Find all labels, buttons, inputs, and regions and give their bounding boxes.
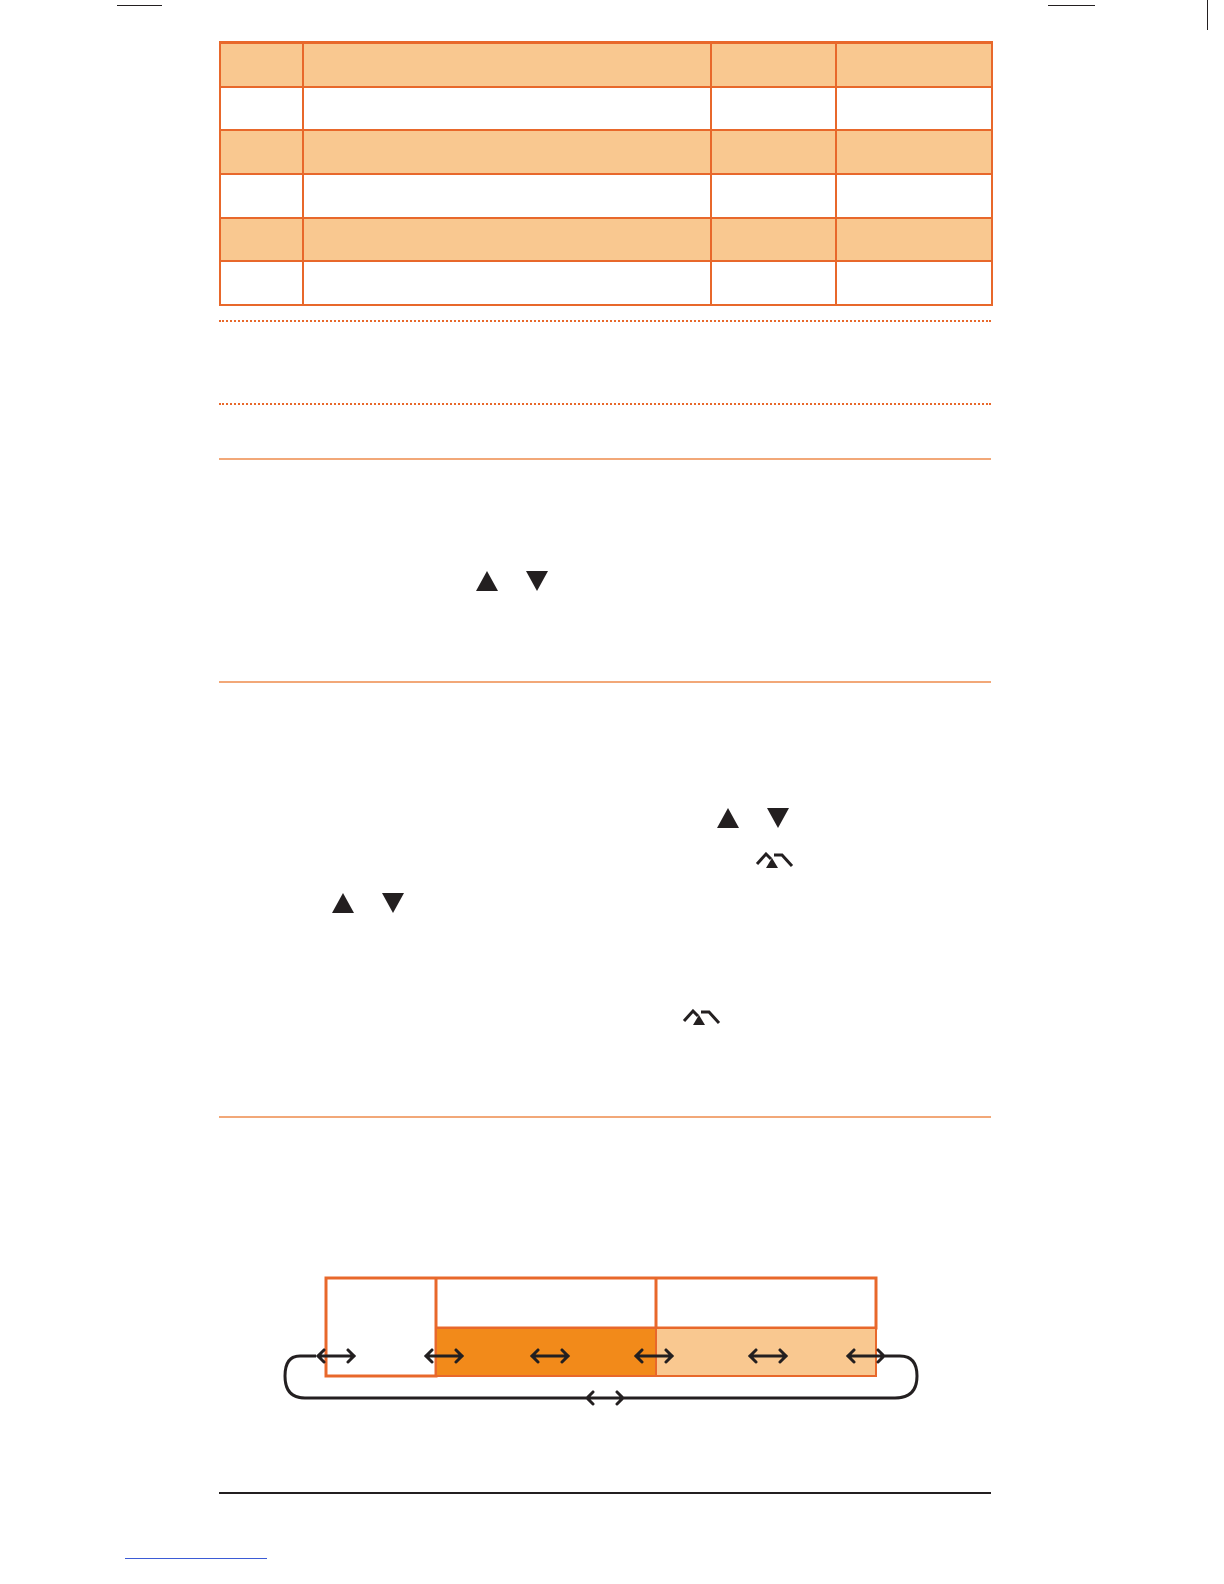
- table-cell: [836, 261, 992, 305]
- down-arrow-icon: [381, 891, 405, 915]
- mode-cycle-diagram: [280, 1274, 925, 1410]
- dotted-divider: [219, 320, 991, 322]
- crop-mark-left: [117, 5, 162, 6]
- section-divider: [219, 1116, 991, 1118]
- table-cell: [220, 130, 303, 174]
- table-cell: [711, 43, 836, 87]
- table-cell: [836, 43, 992, 87]
- dotted-divider: [219, 403, 991, 405]
- table-cell: [836, 174, 992, 218]
- up-arrow-icon: [475, 569, 499, 593]
- table-cell: [711, 261, 836, 305]
- hyperlink-underline[interactable]: [125, 1558, 267, 1559]
- table-row: [220, 174, 992, 218]
- table-cell: [303, 218, 711, 262]
- crop-mark-vertical: [1207, 0, 1208, 30]
- table-row: [220, 261, 992, 305]
- section-divider: [219, 681, 991, 683]
- section-divider: [219, 458, 991, 460]
- up-arrow-icon: [331, 891, 355, 915]
- down-arrow-icon: [766, 806, 790, 830]
- table-row: [220, 43, 992, 87]
- table-row: [220, 130, 992, 174]
- mountain-icon: [754, 848, 794, 874]
- table-cell: [303, 43, 711, 87]
- table-cell: [711, 130, 836, 174]
- mountain-icon: [681, 1005, 721, 1031]
- table-cell: [220, 218, 303, 262]
- table-cell: [836, 130, 992, 174]
- table-row: [220, 87, 992, 131]
- table-cell: [836, 218, 992, 262]
- table-cell: [303, 174, 711, 218]
- spec-table: [219, 41, 993, 306]
- table-cell: [303, 87, 711, 131]
- table-cell: [836, 87, 992, 131]
- table-cell: [220, 174, 303, 218]
- crop-mark-right: [1048, 5, 1095, 6]
- up-arrow-icon: [716, 806, 740, 830]
- table-cell: [220, 261, 303, 305]
- down-arrow-icon: [525, 569, 549, 593]
- table-cell: [711, 174, 836, 218]
- table-cell: [220, 43, 303, 87]
- table-cell: [303, 130, 711, 174]
- table-cell: [711, 218, 836, 262]
- table-cell: [303, 261, 711, 305]
- table-row: [220, 218, 992, 262]
- table-cell: [220, 87, 303, 131]
- footer-divider: [219, 1492, 991, 1494]
- table-cell: [711, 87, 836, 131]
